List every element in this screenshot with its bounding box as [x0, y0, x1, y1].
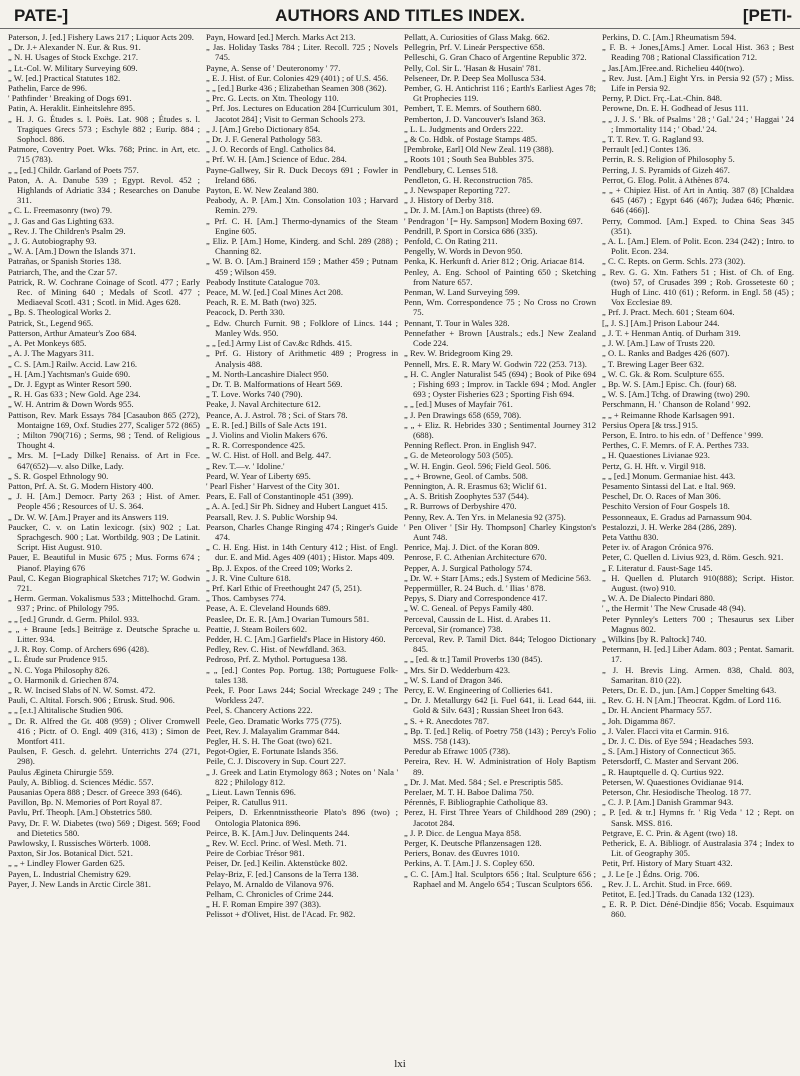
index-entry: „ O. L. Ranks and Badges 426 (607).: [602, 348, 730, 359]
index-entry: „ A. Pet Monkeys 685.: [8, 338, 87, 349]
index-entry: „ Rev. W. Bridegroom King 29.: [404, 348, 513, 359]
index-entry: „ W. C. Geneal. of Pepys Family 480.: [404, 603, 534, 614]
index-entry: „ J. W. [Am.] Law of Trusts 220.: [602, 338, 715, 349]
index-entry: Perny, P. Dict. Frç.-Lat.-Chin. 848.: [602, 93, 722, 104]
index-entry: „ J. Gas and Gas Lighting 633.: [8, 215, 114, 226]
index-entry: Perowne, Dn. E. H. Godhead of Jesus 111.: [602, 103, 749, 114]
index-entry: Payton, E. W. New Zealand 380.: [206, 185, 319, 196]
index-entry: „ J. T. + Henman Antiq. of Durham 319.: [602, 327, 741, 338]
index-entry: „ E. R. [ed.] Bills of Sale Acts 191.: [206, 419, 327, 430]
index-entry: „ F. B. + Jones,[Ams.] Amer. Local Hist. 363 ; Best Reading 708 ; Rational Classification 712.: [602, 42, 794, 63]
index-entry: „ Lt.-Col. W. Military Surveying 609.: [8, 62, 138, 73]
index-entry: Peterson, Chr. Hesiodische Theolog. 18 77.: [602, 787, 752, 798]
index-entry: Perceval, Rev. P. Tamil Dict. 844; Telogoo Dictionary 845.: [404, 633, 596, 655]
index-entry: „ N. C. Yoga Philosophy 826.: [8, 664, 110, 675]
index-entry: Pérennès, F. Bibliographie Catholique 83.: [404, 797, 548, 808]
index-entry: Pelayo, M. Arnaldo de Vilanova 976.: [206, 878, 334, 889]
index-entry: „ H. [Am.] Yachtsman's Guide 690.: [8, 368, 131, 379]
index-entry: Penning Reflect. Pron. in English 947.: [404, 440, 537, 451]
index-entry: „ „ + Lindley Flower Garden 625.: [8, 858, 125, 869]
index-entry: Peace, M. W. [ed.] Coal Mines Act 208.: [206, 287, 343, 298]
header-right: [PETI-: [742, 6, 792, 25]
index-entry: „ J. Valer. Flacci vita et Carmin. 916.: [602, 725, 730, 736]
index-entry: „ „ + Reimanne Rhode Karlsagen 991.: [602, 409, 735, 420]
index-entry: Pawlowsky, I. Russisches Wörterb. 1008.: [8, 838, 151, 849]
index-entry: „ Dr. T. B. Malformations of Heart 569.: [206, 378, 343, 389]
index-entry: „ Rev. W. Eccl. Princ. of Wesl. Meth. 71.: [206, 838, 347, 849]
index-entry: „ Rev. T.—v. ' Idoline.': [206, 460, 285, 471]
index-entry: Pennant, T. Tour in Wales 328.: [404, 317, 510, 328]
index-entry: Penrose, F. C. Athenian Architecture 670.: [404, 552, 547, 563]
index-entry: „ Roots 101 ; South Sea Bubbles 375.: [404, 154, 534, 165]
index-entry: „ L. L. Judgments and Orders 222.: [404, 123, 524, 134]
index-entry: „ Herm. German. Vokalismus 533 ; Mittelhochd. Gram. 937 ; Princ. of Philology 795.: [8, 593, 200, 614]
index-entry: Perkins, D. C. [Am.] Rheumatism 594.: [602, 32, 737, 42]
index-entry: Peacock, D. Perth 330.: [206, 307, 285, 318]
index-entry: „ Eliz. P. [Am.] Home, Kinderg. and Schl. 289 (288) ; Channing 82.: [206, 236, 398, 257]
index-entry: Patrick, St., Legend 965.: [8, 317, 94, 328]
index-entry: „ W. H. Engin. Geol. 596; Field Geol. 506.: [404, 460, 552, 471]
index-entry: Peek, F. Poor Laws 244; Social Wreckage 249 ; The Workless 247.: [206, 685, 398, 706]
index-entry: Peele, Geo. Dramatic Works 775 (775).: [206, 715, 342, 726]
index-entry: „ J. O. Records of Engl. Catholics 84.: [206, 144, 336, 155]
index-entry: „ „ + Eliz. R. Hebrides 330 ; Sentimental Journey 312 (688).: [404, 419, 596, 440]
index-entry: Peter Pynnley's Letters 700 ; Thesaurus sex Liber Magnus 802.: [602, 613, 794, 634]
index-entry: Pembert, T. E. Memrs. of Southern 680.: [404, 103, 542, 114]
index-entry: Paxton, Sir Jos. Botanical Dict. 521.: [8, 848, 133, 859]
index-entry: „ Dr. J. Metallurgy 642 [i. Fuel 641, ii. Lead 644, iii. Gold & Silv. 643] ; Russian Sheet Iron 643.: [404, 695, 596, 716]
index-entry: „ W. S. [Am.] Tchg. of Drawing (two) 290.: [602, 389, 750, 400]
index-entry: „ C. C. Repts. on Germ. Schls. 273 (302).: [602, 256, 746, 267]
index-entry: „ Dr. J. M. [Am.] on Baptists (three) 69.: [404, 205, 542, 216]
index-entry: Perrin, R. S. Religion of Philosophy 5.: [602, 154, 735, 165]
index-entry: „ „ [ed.] Burke 436 ; Elizabethan Seamen 308 (362).: [206, 83, 387, 94]
index-entry: Pegler, H. S. H. The Goat (two) 621.: [206, 736, 332, 747]
index-entry: Paton, A. A. Danube 539 ; Egypt. Revol. 452 ; Highlands of Adriatic 334 ; Researches on Danube 311.: [8, 174, 200, 206]
index-entry: „ Dr. J.+ Alexander N. Eur. & Rus. 91.: [8, 42, 141, 53]
index-entry: „ C. L. Freemasonry (two) 79.: [8, 205, 113, 216]
index-entry: Perry, Commod. [Am.] Exped. to China Seas 345 (351).: [602, 215, 794, 236]
index-entry: „ „ [ed.] Grundr. d. Germ. Philol. 933.: [8, 613, 140, 624]
index-entry: Peabody Institute Catalogue 703.: [206, 276, 321, 287]
index-entry: Peel, S. Chancery Actions 222.: [206, 705, 313, 716]
index-entry: „ J. R. Vine Culture 618.: [206, 572, 291, 583]
index-entry: Peake, J. Naval Architecture 612.: [206, 399, 321, 410]
index-entry: Pellegrin, Prf. V. Lineár Perspective 658.: [404, 42, 545, 53]
index-entry: Person, E. Intro. to his edn. of ' Deffence ' 999.: [602, 429, 764, 440]
index-entry: Pengelly, W. Words in Devon 950.: [404, 246, 523, 257]
index-entry: „ S. + R. Anecdotes 787.: [404, 715, 490, 726]
index-entry: Pauli, C. Altital. Forsch. 906 ; Etrusk. Stud. 906.: [8, 695, 175, 706]
index-entry: Penn, Wm. Correspondence 75 ; No Cross no Crown 75.: [404, 297, 596, 318]
index-entry: „ J. Pen Drawings 658 (659, 708).: [404, 409, 522, 420]
index-entry: Pedley, Rev. C. Hist. of Newfdland. 363.: [206, 644, 347, 655]
index-entry: „ Rev. J. L. Archit. Stud. in Frce. 669.: [602, 878, 733, 889]
index-entry: „ „ [ed.] Contes Pop. Portug. 138; Portuguese Folk-tales 138.: [206, 664, 398, 685]
index-entry: „ „ [ed.] Army List of Cav.&c Rdhds. 415.: [206, 338, 352, 349]
index-entry: Perger, K. Deutsche Pflanzensagen 128.: [404, 838, 542, 849]
index-entry: „ A. L. [Am.] Elem. of Polit. Econ. 234 (242) ; Intro. to Polit. Econ. 234.: [602, 236, 794, 257]
index-entry: „ Prf. W. H. [Am.] Science of Educ. 284.: [206, 154, 347, 165]
index-entry: „ H. F. Roman Empire 397 (383).: [206, 899, 322, 910]
index-entry: „ Bp. S. Theological Works 2.: [8, 307, 112, 318]
index-entry: Patrick, R. W. Cochrane Coinage of Scotl. 477 ; Early Rec. of Mining 640 ; Medals of Scotl. 477 ; Mediaeval Scotl. 431 ; Scotl. in Mid. Ages 628.: [8, 276, 200, 308]
index-entry: „ C. H. Eng. Hist. in 14th Century 412 ; Hist. of Engl. dur. E. and Mid. Ages 409 (401) ; Histor. Maps 409.: [206, 542, 398, 563]
index-entry: Peter iv. of Aragon Crónica 976.: [602, 542, 714, 553]
index-entry: Pepys, S. Diary and Correspondence 417.: [404, 593, 548, 604]
header-left: PATE-]: [14, 6, 69, 25]
index-entry: „ Mrs. Sir D. Wedderburn 423.: [404, 664, 511, 675]
index-entry: Perkins, A. T. [Am.] J. S. Copley 650.: [404, 858, 535, 869]
index-entry: [Pembroke, Earl] Old New Zeal. 119 (388).: [404, 144, 554, 155]
index-entry: „ Prf. C. H. [Am.] Thermo-dynamics of the Steam Engine 605.: [206, 215, 398, 236]
index-entry: Pesamento Sintassi del Lat. e Ital. 969.: [602, 480, 736, 491]
index-entry: „ Thos. Cambyses 774.: [206, 593, 286, 604]
index-entry: Perrot, G. Elog. Polit. à Athènes 874.: [602, 174, 730, 185]
index-entry: „ J. P. Dicc. de Lengua Maya 858.: [404, 827, 522, 838]
index-entry: „ J. R. Roy. Comp. of Archers 696 (428).: [8, 644, 149, 655]
index-entry: „ H. J. G. Études s. l. Poës. Lat. 908 ; Études s. l. Tragiques Grecs 573 ; Eschyle 882 ; Eurip. 884 ; Sophocl. 886.: [8, 113, 200, 145]
index-entry: ' Pen Oliver ' [Sir Hy. Thompson] Charley Kingston's Aunt 748.: [404, 521, 596, 542]
index-entry: „ T. Love. Works 740 (790).: [206, 389, 303, 400]
index-entry: „ J. Greek and Latin Etymology 863 ; Notes on ' Nala ' 822 ; Philology 812.: [206, 766, 398, 787]
index-entry: Patterson, Arthur Amateur's Zoo 684.: [8, 327, 137, 338]
index-entry: Pearsall, Rev. J. S. Public Worship 94.: [206, 511, 338, 522]
index-entry: Pedroso, Prf. Z. Mythol. Portuguesa 138.: [206, 654, 348, 665]
index-column-4: [602, 32, 794, 1052]
index-entry: „ Rev. G. G. Xtn. Fathers 51 ; Hist. of Ch. of Eng. (two) 57, of Crusades 399 ; Rob. Grosseteste 60 ; Hugh of Linc. 410 (61) ; Reform. in Engl. 58 (45) ; Vox Ecclesiae 89.: [602, 266, 794, 308]
index-entry: Petersdorff, C. Master and Servant 206.: [602, 756, 739, 767]
index-column-2: [206, 32, 398, 1052]
index-entry: „ Prc. G. Lects. on Xtn. Theology 110.: [206, 93, 339, 104]
index-entry: Peschito Version of Four Gospels 18.: [602, 501, 730, 512]
index-entry: Percy, E. W. Engineering of Collieries 641.: [404, 685, 553, 695]
index-entry: Pavlu, Prf. Theoph. [Am.] Obstetrics 580.: [8, 807, 153, 818]
index-entry: „ Mrs. M. [=Lady Dilke] Renaiss. of Art in Fce. 647(652)—v. also Dilke, Lady.: [8, 450, 200, 471]
index-entry: Peard, W. Year of Liberty 695.: [206, 470, 311, 481]
index-entry: Pennell, Mrs. E. R. Mary W. Godwin 722 (253. 713).: [404, 358, 587, 369]
index-entry: Pellatt, A. Curiosities of Glass Makg. 662.: [404, 32, 550, 42]
index-entry: Pelham, C. Chronicles of Crime 244.: [206, 889, 334, 900]
index-entry: Perez, H. First Three Years of Childhood 289 (290) ; Jacotot 284.: [404, 807, 596, 828]
index-entry: Peirce, B. K. [Am.] Juv. Delinquents 244.: [206, 827, 350, 838]
index-entry: [„ J. S.] [Am.] Prison Labour 244.: [602, 317, 720, 328]
index-entry: „ „ + Braune [eds.] Beiträge z. Deutsche Sprache u. Litter. 934.: [8, 623, 200, 644]
index-entry: Payne, A. Sense of ' Deuteronomy ' 77.: [206, 62, 341, 73]
index-entry: „ „ [ed.] Monum. Germaniae hist. 443.: [602, 470, 736, 481]
index-entry: Patin, A. Heraklit. Einheitslehre 895.: [8, 103, 135, 114]
index-entry: Peppermüller, R. 24 Buch. d. ' Ilias ' 878.: [404, 582, 546, 593]
index-entry: Peance, A. J. Astrol. 78 ; Sci. of Stars 78.: [206, 409, 348, 420]
index-entry: „ H. Quellen d. Plutarch 910(888); Script. Histor. August. (two) 910.: [602, 572, 794, 593]
index-column-1: [8, 32, 200, 1052]
index-entry: Paul, C. Kegan Biographical Sketches 717; W. Godwin 721.: [8, 572, 200, 593]
index-entry: „ Dr. W. W. [Am.] Prayer and its Answers 119.: [8, 511, 169, 522]
index-entry: Payer, J. New Lands in Arctic Circle 381.: [8, 878, 151, 889]
index-entry: Perring, J. S. Pyramids of Gizeh 467.: [602, 164, 730, 175]
index-entry: Pessonneaux, E. Gradus ad Parnassum 904.: [602, 511, 752, 522]
index-entry: Penny, Rev. A. Ten Yrs. in Melanesia 92 (375).: [404, 511, 566, 522]
index-entry: „ O. Harmonik d. Griechen 874.: [8, 674, 119, 685]
index-entry: „ „ [ed. & tr.] Tamil Proverbs 130 (845).: [404, 654, 543, 665]
index-entry: Peredur ab Efrawc 1005 (738).: [404, 746, 511, 757]
index-entry: Peet, Rev. J. Malayalim Grammar 844.: [206, 725, 340, 736]
index-entry: „ Prf. Karl Ethic of Freethought 247 (5, 251).: [206, 582, 362, 593]
index-entry: „ G. de Meteorology 503 (505).: [404, 450, 514, 461]
index-entry: Pauly, A. Bibliog. d. Sciences Médic. 557.: [8, 776, 154, 787]
index-entry: „ W. H. Antrim & Down Words 955.: [8, 399, 134, 410]
index-entry: „ S. [Am.] History of Connecticut 365.: [602, 746, 736, 757]
index-entry: Peter, C. Quellen d. Livius 923, d. Röm. Gesch. 921.: [602, 552, 784, 563]
page-header: [0, 0, 800, 29]
index-entry: „ H. C. Angler Naturalist 545 (694) ; Book of Pike 694 ; Fishing 693 ; Improv. in Tackle 694 ; Mod. Angler 693 ; Oyster Fisheries 623 ; Sporting Fish 694.: [404, 368, 596, 400]
index-entry: Peabody, A. P. [Am.] Xtn. Consolation 103 ; Harvard Remin. 279.: [206, 195, 398, 216]
index-entry: „ W. A. De Dialecto Pindari 880.: [602, 593, 715, 604]
index-entry: „ Bp. J. Expos. of the Creed 109; Works 2.: [206, 562, 353, 573]
index-entry: Penrice, Maj. J. Dict. of the Koran 809.: [404, 542, 540, 553]
index-entry: Pelseneer, Dr. P. Deep Sea Mollusca 534.: [404, 72, 546, 83]
index-entry: „ P. [ed. & tr.] Hymns fr. ' Rig Veda ' 12 ; Rept. on Sansk. MSS. 816.: [602, 807, 794, 828]
index-entry: Perthes, C. F. Memrs. of F. A. Perthes 733.: [602, 440, 749, 451]
index-entry: „ J. G. Autobiography 93.: [8, 236, 97, 247]
index-entry: „ J. H. Brevis Ling. Armen. 838, Chald. 803, Samaritan. 810 (22).: [602, 664, 794, 685]
index-entry: „ J. H. [Am.] Democr. Party 263 ; Hist. of Amer. People 456 ; Resources of U. S. 364.: [8, 491, 200, 512]
index-entry: Payn, Howard [ed.] Merch. Marks Act 213.: [206, 32, 356, 42]
index-entry: Perceval, Sir (romance) 738.: [404, 623, 503, 634]
index-entry: Patton, Prf. A. St. G. Modern History 400.: [8, 480, 154, 491]
index-entry: Paulus Ægineta Chirurgie 559.: [8, 766, 114, 777]
index-entry: Payen, L. Industrial Chemistry 629.: [8, 868, 131, 879]
index-entry: Petherick, E. A. Bibliogr. of Australasia 374 ; Index to Lit. of Geography 305.: [602, 838, 794, 859]
index-entry: Persius Opera [& trss.] 915.: [602, 419, 698, 430]
index-entry: „ Prf. J. Pract. Mech. 601 ; Steam 604.: [602, 307, 735, 318]
index-entry: Penman, W. Land Surveying 599.: [404, 287, 520, 298]
index-entry: „ C. S. [Am.] Railw. Accid. Law 216.: [8, 358, 138, 369]
index-entry: „ T. T. Rev. T. G. Ragland 93.: [602, 134, 704, 145]
index-entry: „ F. Literatur d. Faust-Sage 145.: [602, 562, 713, 573]
index-entry: „ T. Brewing Lager Beer 632.: [602, 358, 705, 369]
index-entry: „ A. J. The Magyars 311.: [8, 348, 94, 359]
index-entry: „ Edw. Church Furnit. 98 ; Folklore of Lincs. 144 ; Manley Wds. 950.: [206, 317, 398, 338]
index-entry: Pendleton, G. H. Reconstruction 785.: [404, 174, 533, 185]
index-entry: „ Prf. Jos. Lectures on Education 284 [Curriculum 301, Jacotot 284] ; Visit to German Schools 273.: [206, 103, 398, 124]
index-entry: „ Dr. J. C. Dis. of Eye 594 ; Headaches 593.: [602, 736, 754, 747]
index-entry: „ „ [ed.] Muses of Mayfair 761.: [404, 399, 513, 410]
index-entry: Pennington, A. R. Erasmus 63; Wiclif 61.: [404, 480, 547, 491]
index-entry: „ Dr. J. Mat. Med. 584 ; Sel. e Prescriptis 585.: [404, 776, 563, 787]
index-entry: Payne-Gallwey, Sir R. Duck Decoys 691 ; Fowler in Ireland 686.: [206, 164, 398, 185]
index-entry: Pemberton, J. D. Vancouver's Island 363.: [404, 113, 546, 124]
index-entry: Pease, A. E. Cleveland Hounds 689.: [206, 603, 331, 614]
index-entry: Pelleschi, G. Gran Chaco of Argentine Republic 372.: [404, 52, 587, 63]
index-entry: Pepper, A. J. Surgical Pathology 574.: [404, 562, 533, 573]
index-entry: „ W. C. Hist. of Holl. and Belg. 447.: [206, 450, 332, 461]
index-entry: „ „ J. J. S. ' Bk. of Psalms ' 28 ; ' Gal.' 24 ; ' Haggai ' 24 ; Immortality 114 ; ' Obad.' 24.: [602, 113, 794, 134]
index-entry: „ Dr. H. Ancient Pharmacy 557.: [602, 705, 712, 716]
index-entry: „ Wilkins [by R. Paltock] 740.: [602, 633, 707, 644]
index-entry: „ Dr. J. F. General Pathology 583.: [206, 134, 323, 145]
index-entry: „ „ + Browne, Geol. of Cambs. 508.: [404, 470, 528, 481]
index-entry: „ A. A. [ed.] Sir Ph. Sidney and Hubert Languet 415.: [206, 501, 388, 512]
page-number: lxi: [394, 1058, 406, 1070]
index-entry: „ „ [e.t.] Altitalische Studien 906.: [8, 705, 124, 716]
index-entry: Pendrill, P. Sport in Corsica 686 (335).: [404, 225, 538, 236]
index-entry: „ J. Newspaper Reporting 727.: [404, 185, 510, 196]
index-entry: „ L. Étude sur Prudence 915.: [8, 654, 108, 665]
index-entry: Pember, G. H. Antichrist 116 ; Earth's Earliest Ages 78; Gt Prophecies 119.: [404, 83, 596, 104]
index-entry: Perelaer, M. T. H. Baboe Dalima 750.: [404, 787, 534, 798]
index-entry: Peiser, Dr. [ed.] Keilin. Aktenstücke 802.: [206, 858, 348, 869]
index-entry: Pattison, Rev. Mark Essays 784 [Casaubon 865 (272), Montaigne 169, Oxf. Studies 277, Scaliger 572 (865) ; Milton 790(716) ; Serms, 98 ; Tend. of Religious Thought 4.: [8, 409, 200, 451]
index-entry: Petersen, W. Quaestiones Ovidianae 914.: [602, 776, 744, 787]
index-entry: „ Rev. G. H. N [Am.] Theocrat. Kgdm. of Lord 116.: [602, 695, 782, 706]
index-entry: „ Joh. Digamma 867.: [602, 715, 676, 726]
index-entry: Pelay-Briz, F. [ed.] Cansons de la Terra 138.: [206, 868, 359, 879]
index-entry: „ C. J. P. [Am.] Danish Grammar 943.: [602, 797, 734, 808]
index-entry: ' Pendragon ' [= Hy. Sampson] Modern Boxing 697.: [404, 215, 583, 226]
index-entry: Petit, Prf. History of Mary Stuart 432.: [602, 858, 733, 869]
index-entry: Paucker, C. v. on Latin lexicogr. (six) 902 ; Lat. Sprachgesch. 900 ; Lat. Wortbildg. 903 ; De Latinit. Script. Hist August. 910.: [8, 521, 200, 553]
index-entry: „ W. C. Gk. & Rom. Sculpture 655.: [602, 368, 725, 379]
index-entry: Pendlebury, C. Lenses 518.: [404, 164, 498, 175]
index-entry: Patmore, Coventry Poet. Wks. 768; Princ. in Art, etc. 715 (783).: [8, 144, 200, 165]
index-entry: „ Lieut. Lawn Tennis 696.: [206, 787, 296, 798]
index-entry: Peipers, D. Erkenntnisstheorie Plato's 896 (two) ; Ontologia Platonica 896.: [206, 807, 398, 828]
index-entry: „ J. History of Derby 318.: [404, 195, 494, 206]
index-entry: Peach, R. E. M. Bath (two) 325.: [206, 297, 317, 308]
index-entry: „ A. S. British Zoophytes 537 (544).: [404, 491, 529, 502]
index-entry: „ W. A. [Am.] Down the Islands 371.: [8, 246, 136, 257]
index-entry: Peire de Corbiac Trésor 981.: [206, 848, 305, 859]
index-entry: Paterson, J. [ed.] Fishery Laws 217 ; Liquor Acts 209.: [8, 32, 194, 42]
index-entry: „ R. W. Incised Slabs of N. W. Somst. 472.: [8, 685, 156, 695]
index-entry: „ R. H. Gas 633 ; New Gold. Age 234.: [8, 389, 141, 400]
index-entry: „ Dr. J. Egypt as Winter Resort 590.: [8, 378, 132, 389]
index-entry: Peaslee, Dr. E. R. [Am.] Ovarian Tumours 581.: [206, 613, 370, 624]
index-entry: „ S. R. Gospel Ethnology 90.: [8, 470, 109, 481]
index-entry: „ Rev. Just. [Am.] Eight Yrs. in Persia 92 (57) ; Miss. Life in Persia 92.: [602, 72, 794, 94]
index-entry: Paulsen, F. Gesch. d. gelehrt. Unterrichts 274 (271, 298).: [8, 746, 200, 767]
index-entry: Penley, A. Eng. School of Painting 650 ; Sketching from Nature 657.: [404, 266, 596, 287]
index-entry: ' Pathfinder ' Breaking of Dogs 691.: [8, 93, 132, 104]
index-entry: „ & Co. Hdbk. of Postage Stamps 485.: [404, 134, 538, 145]
index-entry: Penfold, C. On Rating 211.: [404, 236, 498, 247]
index-entry: „ C. C. [Am.] Ital. Sculptors 656 ; Ital. Sculpture 656 ; Raphael and M. Angelo 654 ; Tuscan Sculptors 656.: [404, 868, 596, 889]
index-entry: „ Rev. J. The Children's Psalm 29.: [8, 225, 126, 236]
index-entry: „ J. Violins and Violin Makers 676.: [206, 429, 328, 440]
index-entry: Perceval, Caussin de L. Hist. d. Arabes 11.: [404, 613, 551, 624]
index-entry: „ W. S. Land of Dragon 346.: [404, 674, 503, 685]
index-entry: „ R. R. Correspondence 425.: [206, 440, 306, 451]
index-entry: „ Bp. W. S. [Am.] Episc. Ch. (four) 68.: [602, 378, 737, 389]
index-entry: „ „ + Chipiez Hist. of Art in Antiq. 387 (8) [Chaldæa 645 (467) ; Egypt 646 (467); Judæa 646; Phœnic. 646 (466)].: [602, 185, 794, 216]
index-entry: Peta Vatthu 830.: [602, 531, 659, 542]
index-entry: Pathelin, Farce de 996.: [8, 83, 87, 94]
index-entry: Petermann, H. [ed.] Liber Adam. 803 ; Pentat. Samarit. 17.: [602, 644, 794, 665]
index-entry: Pegot-Ogier, E. Fortunate Islands 356.: [206, 746, 339, 757]
index-entry: Pavillon, Bp. N. Memories of Port Royal 87.: [8, 797, 162, 808]
index-entry: „ Dr. W. + Starr [Ams.; eds.] System of Medicine 563.: [404, 572, 591, 583]
index-entry: „ R. Burrows of Derbyshire 470.: [404, 501, 517, 512]
index-entry: „ E. R. P. Dict. Déné-Dindjie 856; Vocab. Esquimaux 860.: [602, 899, 794, 920]
index-entry: „ Jas.[Am.]Free.and. Richelieu 440(two).: [602, 62, 745, 73]
index-entry: Penka, K. Herkunft d. Arier 812 ; Orig. Ariacae 814.: [404, 256, 585, 267]
index-entry: Pausanias Opera 888 ; Descr. of Greece 393 (646).: [8, 787, 183, 798]
index-entry: „ H. Quaestiones Livianae 923.: [602, 450, 710, 461]
index-entry: „ E. J. Hist. of Eur. Colonies 429 (401) ; of U.S. 456.: [206, 72, 389, 83]
index-entry: Pavy, Dr. F. W. Diabetes (two) 569 ; Digest. 569; Food and Dietetics 580.: [8, 817, 200, 838]
index-entry: Perschmann, H. ' Chanson de Roland ' 992.: [602, 399, 751, 410]
index-entry: „ „ [ed.] Childr. Garland of Poets 757.: [8, 164, 139, 175]
index-entry: Peattie, J. Steam Boilers 602.: [206, 623, 307, 634]
index-entry: „ M. North-Lancashire Dialect 950.: [206, 368, 329, 379]
index-column-3: [404, 32, 596, 1052]
index-entry: Perrault [ed.] Contes 136.: [602, 144, 691, 155]
index-entry: Pelly, Col. Sir L. 'Hasan & Husain' 781.: [404, 62, 541, 73]
index-entry: „ W. B. O. [Am.] Brainerd 159 ; Mather 459 ; Putnam 459 ; Wilson 459.: [206, 256, 398, 277]
index-entry: Pennefather + Brown [Australs.; eds.] New Zealand Code 224.: [404, 327, 596, 349]
index-entry: Pereira, Rev. H. W. Administration of Holy Baptism 89.: [404, 756, 596, 777]
index-entry: Pelissot + d'Olivet, Hist. de l'Acad. Fr. 982.: [206, 909, 356, 920]
index-entry: Pestalozzi, J. H. Werke 284 (286, 289).: [602, 521, 737, 532]
index-entry: „ R. Hauptquelle d. Q. Curtius 922.: [602, 766, 724, 777]
index-entry: Peters, Dr. E. D., jun. [Am.] Copper Smelting 643.: [602, 685, 777, 695]
index-entry: ' Pearl Fisher ' Harvest of the City 301.: [206, 480, 340, 491]
index-entry: Petgrave, E. C. Prin. & Agent (two) 18.: [602, 827, 738, 838]
index-entry: Peschel, Dr. O. Races of Man 306.: [602, 491, 721, 502]
index-entry: Periers, Bonav. des Œuvres 1010.: [404, 848, 520, 859]
index-entry: „ Dr. R. Alfred the Gt. 408 (959) ; Oliver Cromwell 416 ; Pictr. of O. Engl. 409 (316, 413) ; Simon de Montfort 411.: [8, 715, 200, 747]
index-entry: Peiper, R. Catullus 911.: [206, 797, 288, 808]
index-entry: „ W. [ed.] Practical Statutes 182.: [8, 72, 121, 83]
index-entry: Peile, C. J. Discovery in Sup. Court 227.: [206, 756, 346, 767]
index-entry: „ Jas. Holiday Tasks 784 ; Liter. Recoll. 725 ; Novels 745.: [206, 42, 398, 63]
index-entry: Patrañas, or Spanish Stories 138.: [8, 256, 122, 267]
header-title: AUTHORS AND TITLES INDEX.: [275, 6, 525, 25]
index-entry: Pears, E. Fall of Constantinople 451 (399).: [206, 491, 354, 502]
index-entry: „ J. [Am.] Grebo Dictionary 854.: [206, 123, 321, 134]
index-entry: ' „ the Hermit ' The New Crusade 48 (94).: [602, 603, 746, 614]
index-entry: Petitot, E. [ed.] Trads. du Canada 132 (123).: [602, 889, 755, 900]
index-entry: „ Bp. T. [ed.] Reliq. of Poetry 758 (143) ; Percy's Folio MSS. 758 (143).: [404, 725, 596, 747]
index-entry: Pertz, G. H. Hft. v. Virgil 918.: [602, 460, 706, 471]
index-entry: „ Prf. G. History of Arithmetic 489 ; Progress in Analysis 488.: [206, 348, 398, 369]
index-entry: Patriarch, The, and the Czar 57.: [8, 266, 118, 277]
index-entry: Pedder, H. C. [Am.] Garfield's Place in History 460.: [206, 633, 386, 644]
index-entry: „ J. Le [e .] Édns. Orig. 706.: [602, 868, 700, 879]
index-columns: [8, 32, 794, 1052]
index-entry: Pearson, Charles Change Ringing 474 ; Ringer's Guide 474.: [206, 521, 398, 542]
index-entry: „ N. H. Usages of Stock Exchge. 217.: [8, 52, 139, 63]
index-entry: Pauer, E. Beautiful in Music 675 ; Mus. Forms 674 ; Pianof. Playing 676: [8, 552, 200, 573]
